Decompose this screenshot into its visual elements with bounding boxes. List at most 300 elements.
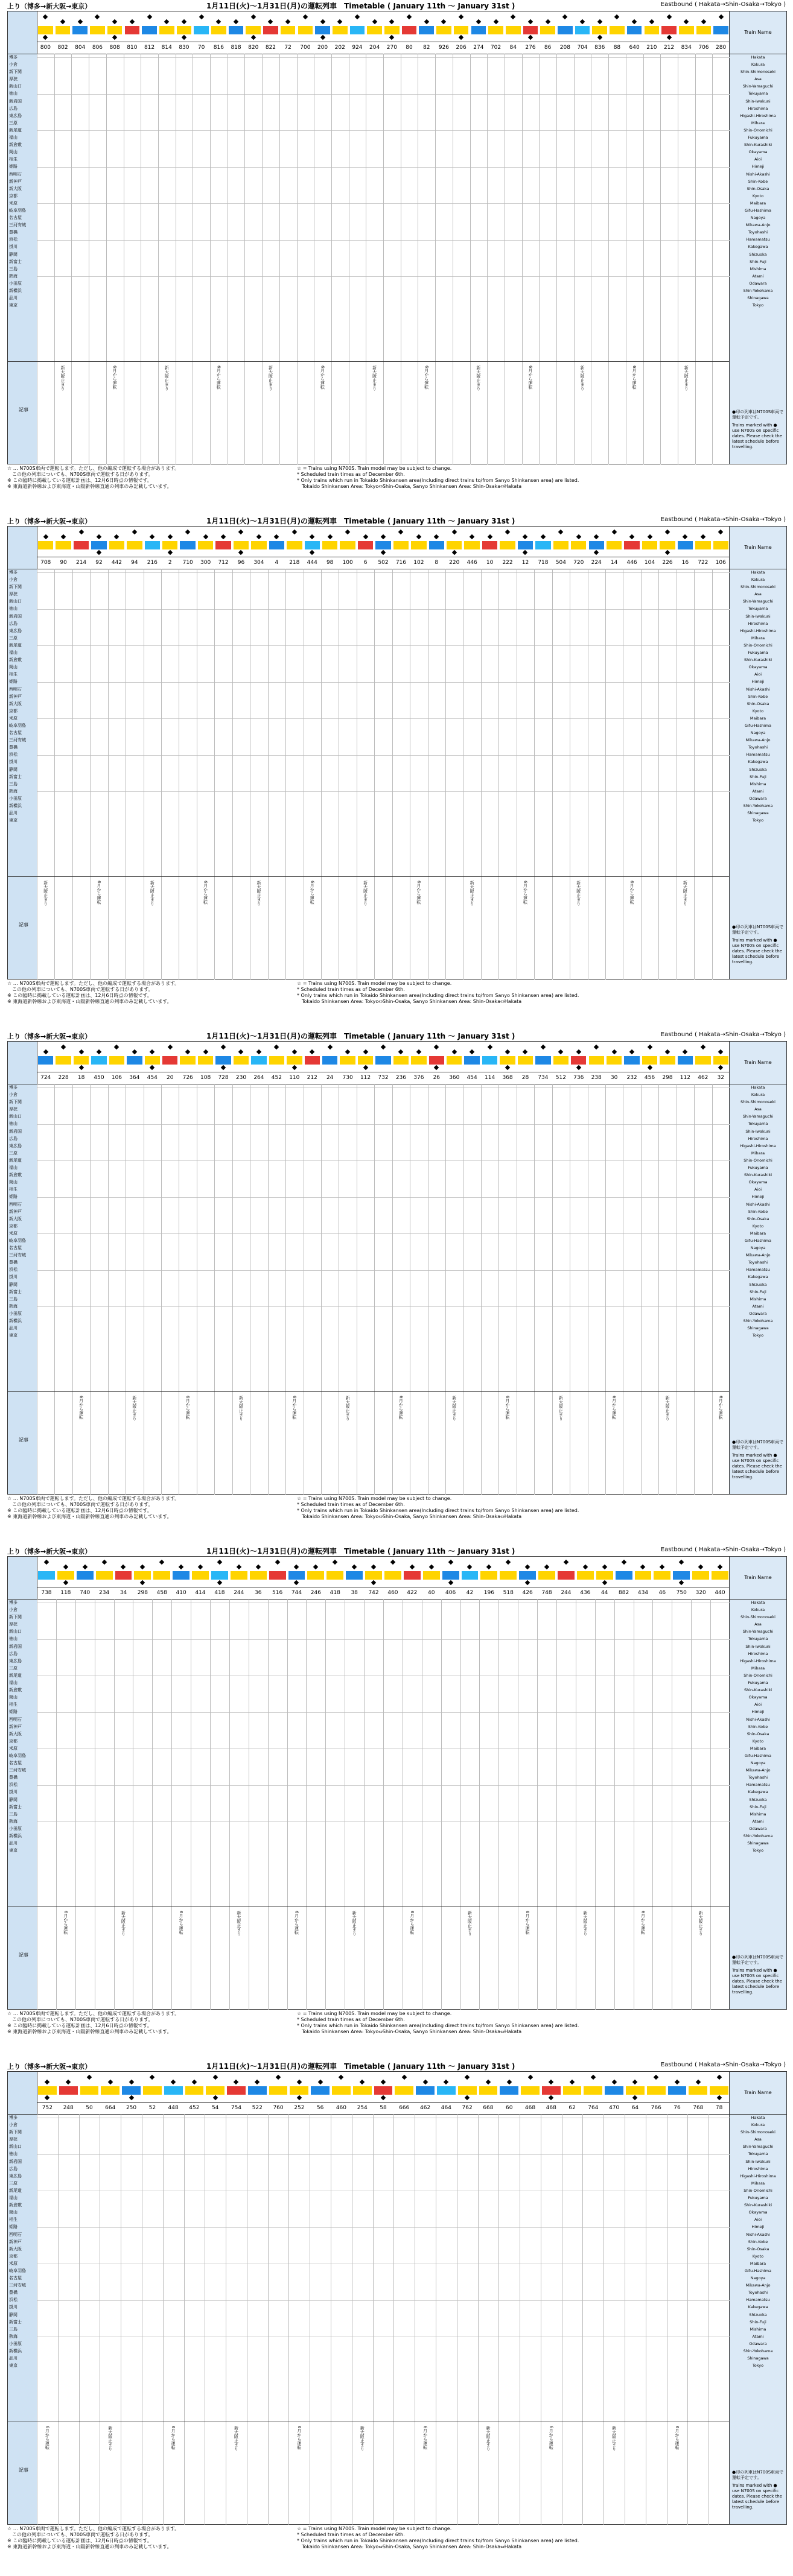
train-number: 924 bbox=[352, 45, 363, 51]
station-name-jp: 東広島 bbox=[9, 628, 22, 633]
station-label-column bbox=[8, 11, 37, 464]
train-name-header: Train Name bbox=[730, 11, 786, 54]
station-name-en: Shin-Osaka bbox=[747, 1216, 769, 1221]
n700s-marker bbox=[114, 534, 119, 539]
station-name-en: Aioi bbox=[754, 1187, 762, 1192]
station-name-en: Hakata bbox=[751, 1085, 765, 1090]
train-color-bar bbox=[462, 1571, 479, 1580]
n700s-marker bbox=[168, 550, 173, 555]
station-name-jp: 新山口 bbox=[9, 2144, 22, 2150]
train-type-icon bbox=[72, 527, 90, 557]
column-divider bbox=[712, 1084, 713, 1391]
station-name-jp: 徳山 bbox=[9, 91, 18, 97]
station-name-jp: 米原 bbox=[9, 1230, 18, 1236]
train-color-bar bbox=[607, 541, 622, 549]
train-color-bar bbox=[689, 2086, 707, 2095]
station-name-en: Shin-Kurashiki bbox=[744, 1172, 772, 1178]
train-remark: 6月から運転 bbox=[549, 2426, 554, 2450]
train-number: 768 bbox=[693, 2105, 704, 2111]
n700s-marker bbox=[558, 530, 563, 534]
train-number: 90 bbox=[60, 560, 67, 566]
station-name-jp: 新倉敷 bbox=[9, 1688, 22, 1693]
station-name-jp: 小倉 bbox=[9, 1092, 18, 1098]
train-color-bar bbox=[269, 1571, 286, 1580]
train-type-icon bbox=[133, 1557, 152, 1587]
station-name-column bbox=[729, 1557, 786, 2009]
train-number: 24 bbox=[326, 1075, 334, 1081]
station-name-en: Nishi-Akashi bbox=[746, 686, 770, 692]
train-color-bar bbox=[358, 1056, 373, 1065]
train-color-bar bbox=[231, 1571, 247, 1580]
station-name-jp: 東広島 bbox=[9, 113, 22, 118]
column-divider bbox=[163, 2422, 164, 2525]
train-type-icon bbox=[304, 527, 321, 557]
n700s-marker bbox=[327, 1045, 332, 1049]
train-color-bar bbox=[384, 26, 400, 34]
n700s-marker bbox=[294, 1565, 299, 1569]
train-type-icon bbox=[643, 11, 661, 42]
train-type-icon bbox=[229, 1557, 249, 1587]
station-name-jp: 新大阪 bbox=[9, 1216, 22, 1221]
train-type-icon bbox=[37, 11, 54, 42]
n700s-marker bbox=[114, 1045, 119, 1049]
train-color-bar bbox=[198, 541, 213, 549]
n700s-marker bbox=[221, 534, 226, 539]
train-color-bar bbox=[411, 541, 426, 549]
station-name-en: Mihara bbox=[751, 2180, 765, 2186]
n700s-marker bbox=[78, 1065, 83, 1070]
station-name-jp: 東広島 bbox=[9, 1143, 22, 1148]
station-name-jp: 品川 bbox=[9, 811, 18, 816]
train-number: 106 bbox=[715, 560, 726, 566]
column-divider bbox=[498, 1599, 499, 1907]
station-name-en: Asa bbox=[754, 77, 762, 82]
train-remark: 6月から運転 bbox=[611, 1396, 617, 1420]
n700s-marker bbox=[701, 534, 705, 539]
footnote-line: * Scheduled train times as of December 6th. bbox=[297, 1502, 405, 1507]
train-type-icon bbox=[691, 1557, 710, 1587]
n700s-marker bbox=[416, 534, 421, 539]
n700s-marker bbox=[614, 14, 619, 19]
station-list-en bbox=[731, 1599, 785, 1854]
station-name-jp: 岡山 bbox=[9, 1695, 18, 1700]
footnote-line: ☆ = Trains using N700S. Train model may be subject to change. bbox=[297, 2011, 452, 2016]
train-remark: 6月から運転 bbox=[416, 881, 421, 905]
n700s-marker bbox=[121, 1565, 126, 1569]
station-name-en: Mihara bbox=[751, 1150, 765, 1156]
column-divider bbox=[374, 1392, 375, 1495]
train-number: 106 bbox=[111, 1075, 123, 1081]
station-name-en: Hamamatsu bbox=[746, 1267, 770, 1273]
footnote-line: ※ 東海道新幹線および東海道・山陽新幹線直通の列車のみ記載しています。 bbox=[7, 999, 172, 1004]
train-number: 470 bbox=[609, 2105, 620, 2111]
column-divider bbox=[383, 1907, 384, 2010]
n700s-marker bbox=[698, 1565, 703, 1569]
train-number-row bbox=[37, 1072, 730, 1084]
train-color-bar bbox=[367, 26, 382, 34]
train-remark: 新大阪止まり bbox=[268, 366, 273, 391]
train-color-bar bbox=[288, 1571, 305, 1580]
station-name-en: Shin-Kobe bbox=[748, 1724, 768, 1729]
n700s-marker bbox=[583, 1565, 588, 1569]
train-number: 88 bbox=[613, 45, 621, 51]
n700s-marker bbox=[87, 2075, 92, 2080]
train-remark: 新大阪止まり bbox=[360, 2426, 365, 2451]
train-color-bar bbox=[713, 1056, 728, 1065]
station-name-jp: 相生 bbox=[9, 2217, 18, 2223]
row-divider bbox=[37, 682, 730, 683]
train-type-icon bbox=[339, 1042, 356, 1072]
n700s-marker bbox=[327, 534, 332, 539]
train-type-icon bbox=[193, 11, 210, 42]
train-remark: 新大阪止まり bbox=[611, 2426, 617, 2451]
train-number: 882 bbox=[619, 1590, 629, 1596]
station-name-jp: 西明石 bbox=[9, 1717, 22, 1722]
train-type-row bbox=[37, 11, 730, 42]
train-number: 754 bbox=[231, 2105, 242, 2111]
column-divider bbox=[694, 1392, 695, 1495]
train-type-icon bbox=[591, 11, 608, 42]
train-number: 100 bbox=[342, 560, 353, 566]
n700s-marker bbox=[398, 1049, 403, 1054]
train-number: 460 bbox=[336, 2105, 346, 2111]
column-divider bbox=[268, 1907, 269, 2010]
column-divider bbox=[210, 54, 211, 361]
train-type-icon bbox=[75, 1557, 95, 1587]
train-number: 26 bbox=[433, 1075, 441, 1081]
footnote-line: ※ この臨時に掲載している運転計画は、12月6日時点の情報です。 bbox=[7, 2023, 152, 2028]
train-type-icon bbox=[339, 527, 356, 557]
train-color-bar bbox=[635, 1571, 652, 1580]
n700s-marker bbox=[310, 534, 314, 539]
page-title: 1月11日(火)～1月31日(月)の運転列車 Timetable ( January 11th ～ January 31st ) bbox=[206, 1547, 515, 1555]
train-color-bar bbox=[91, 541, 106, 549]
column-divider bbox=[373, 2114, 374, 2422]
train-color-bar bbox=[616, 1571, 632, 1580]
train-color-bar bbox=[234, 1056, 249, 1065]
station-name-jp: 熱海 bbox=[9, 273, 18, 279]
column-divider bbox=[445, 1084, 446, 1391]
train-color-bar bbox=[654, 1571, 670, 1580]
station-name-en: Tokuyama bbox=[748, 1121, 768, 1127]
page-title: 1月11日(火)～1月31日(月)の運転列車 Timetable ( January 11th ～ January 31st ) bbox=[206, 2, 515, 10]
footnote-line: Tokaido Shinkansen Area: Tokyo⇔Shin-Osaka, Sanyo Shinkansen Area: Shin-Osaka⇔Hakata bbox=[297, 999, 522, 1004]
n700s-marker bbox=[363, 1049, 368, 1054]
station-name-en: Shin-Kurashiki bbox=[744, 1688, 772, 1693]
n700s-note-en: Trains marked with ● use N700S on specific dates. Please check the latest schedule before travelling. bbox=[732, 2483, 783, 2510]
row-divider bbox=[37, 572, 730, 573]
station-name-jp: 西明石 bbox=[9, 686, 22, 692]
train-color-bar bbox=[248, 2086, 267, 2095]
n700s-marker bbox=[294, 1580, 299, 1585]
n700s-marker bbox=[355, 14, 360, 19]
station-name-en: Hiroshima bbox=[748, 1136, 768, 1141]
train-remark: 6月から運転 bbox=[505, 1396, 511, 1420]
station-name-column bbox=[729, 1042, 786, 1494]
train-number: 418 bbox=[330, 1590, 340, 1596]
train-number: 450 bbox=[94, 1075, 104, 1081]
train-number: 196 bbox=[483, 1590, 494, 1596]
column-divider bbox=[79, 2422, 80, 2525]
footnote-line: この他の列車についても、N700S車両で運転する日があります。 bbox=[7, 2532, 153, 2537]
train-number: 264 bbox=[253, 1075, 264, 1081]
station-name-en: Shin-Iwakuni bbox=[745, 613, 771, 619]
station-name-en: Hiroshima bbox=[748, 2166, 768, 2171]
column-divider bbox=[658, 569, 659, 876]
n700s-marker bbox=[63, 1565, 68, 1569]
direction-en: Eastbound ( Hakata→Shin-Osaka→Tokyo ) bbox=[660, 1546, 786, 1553]
train-number: 6 bbox=[363, 560, 368, 566]
train-type-icon bbox=[470, 11, 488, 42]
row-divider bbox=[37, 791, 730, 792]
train-color-bar bbox=[673, 1571, 690, 1580]
train-type-icon bbox=[126, 527, 143, 557]
n700s-marker bbox=[147, 14, 151, 19]
column-divider bbox=[321, 1084, 322, 1391]
station-name-en: Shin-Yamaguchi bbox=[742, 599, 774, 604]
column-divider bbox=[478, 2422, 479, 2525]
n700s-marker bbox=[43, 534, 48, 539]
column-divider bbox=[522, 362, 523, 464]
column-divider bbox=[161, 569, 162, 876]
train-type-icon bbox=[383, 11, 401, 42]
train-type-icon bbox=[304, 1042, 321, 1072]
station-name-jp: 新倉敷 bbox=[9, 1172, 22, 1178]
station-name-en: Nagoya bbox=[750, 730, 766, 736]
column-divider bbox=[694, 1084, 695, 1391]
column-divider bbox=[331, 54, 332, 361]
train-type-icon bbox=[56, 1557, 75, 1587]
train-number: 46 bbox=[658, 1590, 666, 1596]
n700s-marker bbox=[434, 1045, 439, 1049]
train-color-bar bbox=[227, 2086, 246, 2095]
station-name-en: Mihara bbox=[751, 120, 765, 125]
page-header bbox=[7, 0, 786, 10]
column-divider bbox=[392, 877, 393, 979]
train-number: 830 bbox=[179, 45, 189, 51]
remarks-label-text: 記事 bbox=[19, 922, 28, 928]
train-number: 232 bbox=[626, 1075, 637, 1081]
train-type-icon bbox=[517, 1042, 534, 1072]
train-color-bar bbox=[411, 1056, 426, 1065]
station-name-jp: 三島 bbox=[9, 781, 18, 786]
train-number: 364 bbox=[129, 1075, 140, 1081]
station-name-column bbox=[729, 11, 786, 464]
train-number: 82 bbox=[423, 45, 430, 51]
column-divider bbox=[658, 877, 659, 979]
station-name-jp: 三原 bbox=[9, 1150, 18, 1156]
column-divider bbox=[574, 54, 575, 361]
station-name-en: Kakegawa bbox=[748, 1790, 768, 1795]
column-divider bbox=[297, 362, 298, 464]
train-color-bar bbox=[535, 1056, 550, 1065]
train-number: 454 bbox=[147, 1075, 158, 1081]
train-name-header: Train Name bbox=[730, 1042, 786, 1084]
station-name-en: Shinagawa bbox=[747, 2356, 769, 2361]
train-color-bar bbox=[143, 2086, 162, 2095]
station-name-jp: 名古屋 bbox=[9, 730, 22, 736]
column-divider bbox=[660, 362, 661, 464]
station-name-en: Shin-Kurashiki bbox=[744, 657, 772, 663]
station-name-jp: 新大阪 bbox=[9, 2246, 22, 2252]
remarks-label bbox=[8, 1391, 37, 1495]
train-remark: 6月から運転 bbox=[398, 1396, 404, 1420]
train-color-bar bbox=[281, 26, 296, 34]
n700s-note bbox=[732, 410, 784, 450]
row-divider bbox=[37, 1087, 730, 1088]
station-name-en: Hakata bbox=[751, 1600, 765, 1605]
column-divider bbox=[383, 362, 384, 464]
station-name-en: Shinagawa bbox=[747, 811, 769, 816]
train-type-icon bbox=[374, 527, 392, 557]
train-color-bar bbox=[416, 2086, 435, 2095]
column-divider bbox=[556, 54, 557, 361]
column-divider bbox=[691, 1599, 692, 1907]
timetable-page bbox=[0, 2060, 793, 2575]
train-color-bar bbox=[122, 2086, 141, 2095]
train-color-bar bbox=[269, 2086, 288, 2095]
train-number: 60 bbox=[505, 2105, 513, 2111]
train-color-bar bbox=[374, 2086, 393, 2095]
column-divider bbox=[214, 1392, 215, 1495]
train-remark: 6月から運転 bbox=[424, 366, 429, 390]
train-type-icon bbox=[574, 11, 591, 42]
n700s-marker bbox=[666, 35, 671, 40]
train-type-icon bbox=[268, 1557, 287, 1587]
station-name-jp: 博多 bbox=[9, 55, 18, 60]
station-name-jp: 新山口 bbox=[9, 1114, 22, 1119]
train-remark: 新大阪止まり bbox=[121, 1911, 126, 1936]
train-type-row bbox=[37, 2072, 730, 2103]
train-type-row bbox=[37, 1557, 730, 1587]
n700s-marker bbox=[696, 2080, 701, 2084]
train-color-bar bbox=[500, 541, 515, 549]
n700s-marker bbox=[45, 2095, 49, 2100]
station-name-en: Shin-Yamaguchi bbox=[742, 84, 774, 89]
n700s-marker bbox=[185, 1049, 190, 1054]
train-remark: 6月から運転 bbox=[629, 881, 635, 905]
n700s-marker bbox=[234, 19, 238, 24]
train-type-icon bbox=[678, 11, 695, 42]
column-divider bbox=[595, 1599, 596, 1907]
station-name-en: Maibara bbox=[750, 200, 766, 206]
train-number: 44 bbox=[600, 1590, 608, 1596]
train-type-icon bbox=[576, 1557, 595, 1587]
train-color-bar bbox=[269, 541, 284, 549]
train-color-bar bbox=[332, 2086, 351, 2095]
train-number: 810 bbox=[127, 45, 138, 51]
column-divider bbox=[75, 1599, 76, 1907]
train-type-icon bbox=[667, 2072, 688, 2102]
n700s-marker bbox=[441, 19, 446, 24]
column-divider bbox=[552, 1392, 553, 1495]
station-label-column bbox=[8, 527, 37, 979]
n700s-marker bbox=[541, 1045, 546, 1049]
train-type-icon bbox=[712, 11, 730, 42]
train-color-bar bbox=[464, 1056, 479, 1065]
train-number: 738 bbox=[41, 1590, 52, 1596]
column-divider bbox=[479, 1907, 480, 2010]
column-divider bbox=[710, 1599, 711, 1907]
column-divider bbox=[374, 877, 375, 979]
station-name-en: Fukuyama bbox=[748, 135, 768, 141]
footnote-line: * Only trains which run in Tokaido Shinkansen area(Including direct trains to/from Sanyo Shinkansen area) are listed. bbox=[297, 2538, 579, 2543]
station-name-jp: 静岡 bbox=[9, 252, 18, 257]
train-number: 458 bbox=[156, 1590, 167, 1596]
column-divider bbox=[552, 569, 553, 876]
column-divider bbox=[712, 1392, 713, 1495]
train-type-icon bbox=[285, 527, 303, 557]
station-name-en: Mishima bbox=[750, 266, 766, 271]
n700s-marker bbox=[313, 1565, 318, 1569]
n700s-marker bbox=[451, 530, 456, 534]
train-color-bar bbox=[185, 2086, 204, 2095]
n700s-note bbox=[732, 1955, 784, 1995]
train-number: 760 bbox=[273, 2105, 284, 2111]
station-name-jp: 岐阜羽島 bbox=[9, 2268, 26, 2273]
times-area bbox=[37, 2114, 730, 2422]
train-type-icon bbox=[552, 1042, 570, 1072]
n700s-note-en: Trains marked with ● use N700S on specific dates. Please check the latest schedule before travelling. bbox=[732, 1453, 783, 1479]
n700s-marker bbox=[544, 1565, 549, 1569]
station-name-jp: 三河安城 bbox=[9, 1253, 26, 1258]
train-remark: 6月から運転 bbox=[294, 1911, 299, 1935]
station-label-column bbox=[8, 1042, 37, 1494]
n700s-marker bbox=[545, 19, 550, 24]
train-number: 434 bbox=[637, 1590, 649, 1596]
train-color-bar bbox=[521, 2086, 540, 2095]
direction-en: Eastbound ( Hakata→Shin-Osaka→Tokyo ) bbox=[660, 1, 786, 8]
footnote-line: ☆ = Trains using N700S. Train model may be subject to change. bbox=[297, 466, 452, 471]
n700s-marker bbox=[337, 19, 342, 24]
column-divider bbox=[687, 2114, 688, 2422]
column-divider bbox=[595, 1907, 596, 2010]
train-color-bar bbox=[263, 26, 278, 34]
page-title: 1月11日(火)～1月31日(月)の運転列車 Timetable ( January 11th ～ January 31st ) bbox=[206, 1032, 515, 1040]
train-type-icon bbox=[228, 11, 245, 42]
station-name-jp: 新尾道 bbox=[9, 2188, 22, 2193]
train-number: 96 bbox=[237, 560, 245, 566]
station-name-jp: 東広島 bbox=[9, 2173, 22, 2179]
train-type-icon bbox=[415, 2072, 436, 2102]
n700s-marker bbox=[250, 14, 255, 19]
train-number: 834 bbox=[681, 45, 692, 51]
train-number: 8 bbox=[435, 560, 439, 566]
station-name-en: Tokyo bbox=[752, 303, 764, 308]
station-name-en: Mishima bbox=[750, 781, 766, 786]
train-type-icon bbox=[403, 1557, 422, 1587]
station-name-jp: 新横浜 bbox=[9, 803, 22, 808]
column-divider bbox=[539, 54, 540, 361]
station-name-en: Tokuyama bbox=[748, 91, 768, 97]
column-divider bbox=[712, 362, 713, 464]
train-remark: 6月から運転 bbox=[185, 1396, 191, 1420]
train-number: 360 bbox=[449, 1075, 460, 1081]
column-divider bbox=[695, 362, 696, 464]
column-divider bbox=[487, 362, 488, 464]
train-number: 462 bbox=[419, 2105, 431, 2111]
train-color-bar bbox=[402, 26, 417, 34]
station-list-en bbox=[731, 569, 785, 824]
train-color-bar bbox=[589, 541, 604, 549]
station-name-jp: 福山 bbox=[9, 135, 18, 141]
train-type-icon bbox=[321, 527, 339, 557]
train-type-icon bbox=[357, 527, 374, 557]
station-name-jp: 新下関 bbox=[9, 2130, 22, 2135]
n700s-marker bbox=[570, 2080, 575, 2084]
train-type-icon bbox=[710, 1557, 730, 1587]
n700s-marker bbox=[268, 19, 273, 24]
